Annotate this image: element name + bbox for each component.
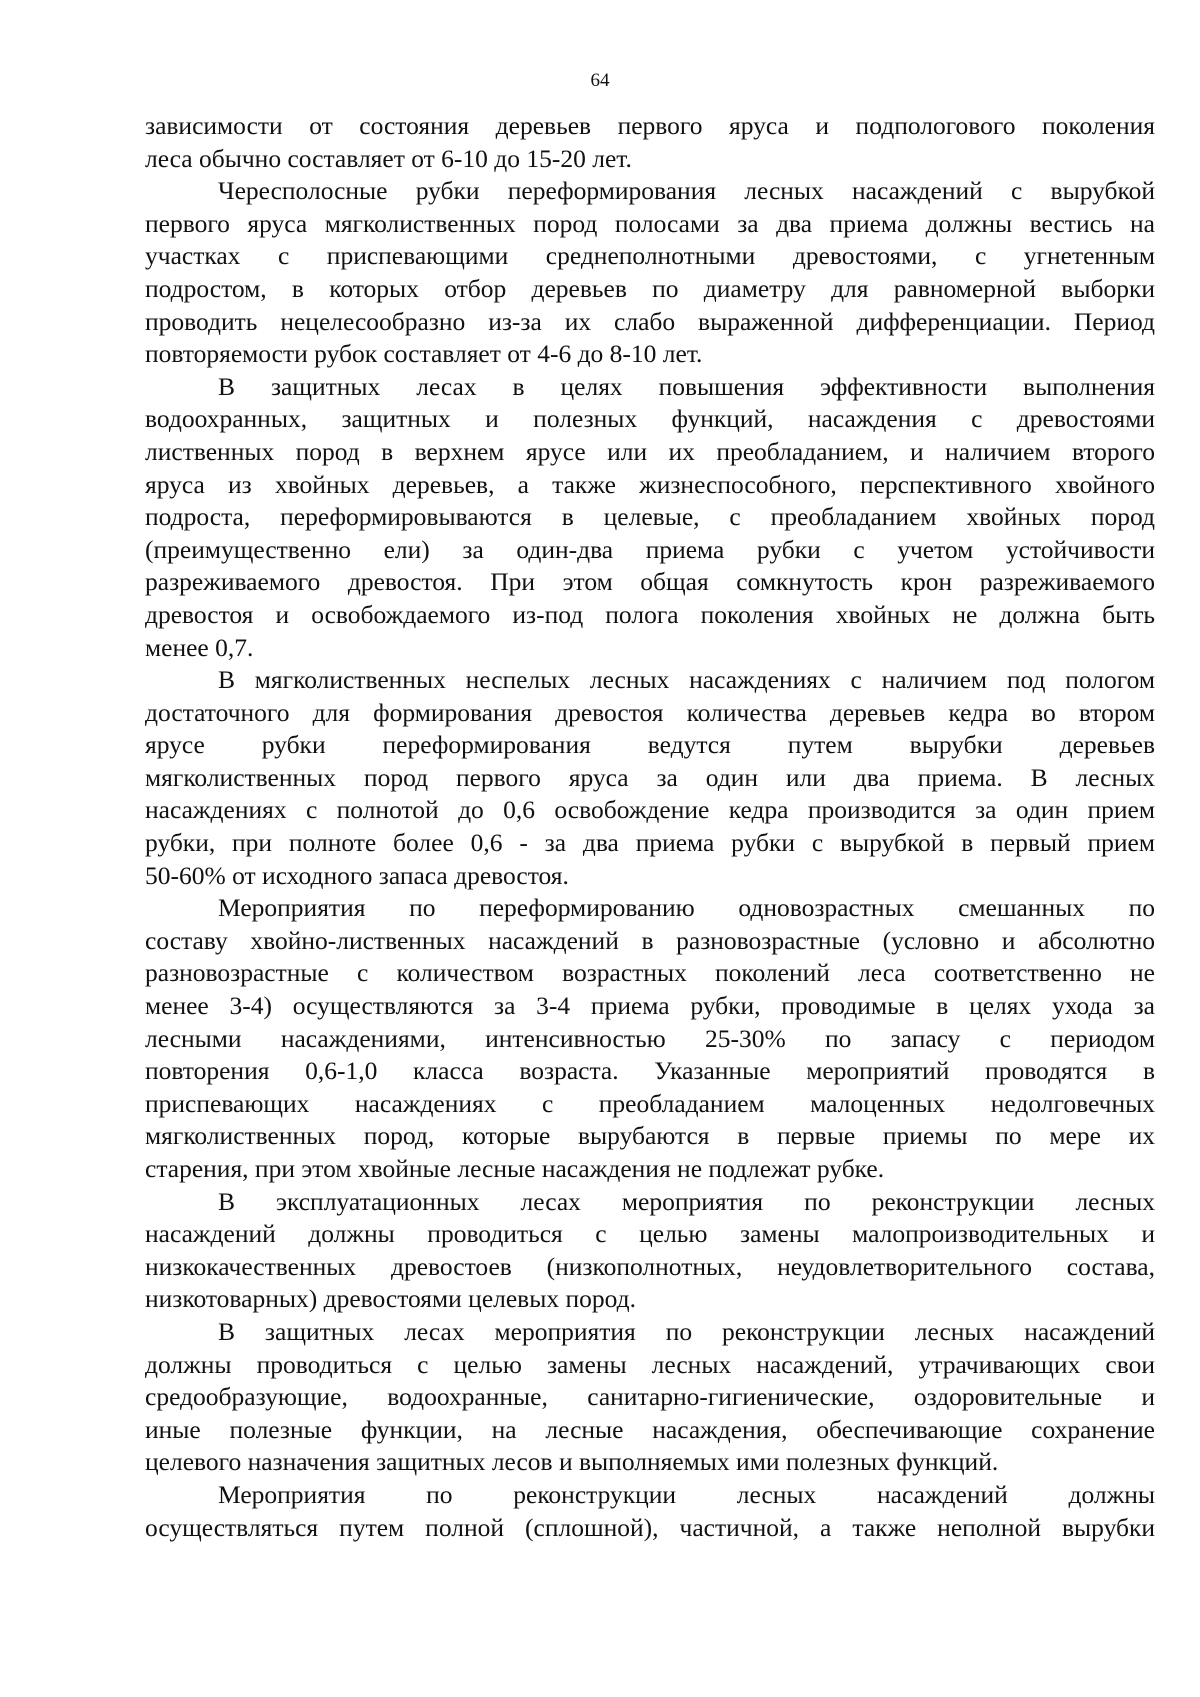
paragraph — [145, 1316, 1155, 1479]
text-line: В мягколиственных неспелых лесных насаждениях с наличием под пологом — [218, 665, 1155, 695]
text-line: В защитных лесах в целях повышения эффективности выполнения — [218, 371, 1155, 401]
text-line: насаждений должны проводиться с целью замены малопроизводительных и — [145, 1219, 1155, 1249]
text-line: подростом, в которых отбор деревьев по диаметру для равномерной выборки — [145, 273, 1155, 303]
document-body — [145, 110, 1155, 1544]
text-line: должны проводиться с целью замены лесных насаждений, утрачивающих свои — [145, 1349, 1155, 1379]
text-line: насаждениях с полнотой до 0,6 освобождение кедра производится за один прием — [145, 795, 1155, 825]
text-line: старения, при этом хвойные лесные насаждения не подлежат рубке. — [145, 1154, 885, 1183]
text-line: подроста, переформировываются в целевые, с преобладанием хвойных пород — [145, 502, 1155, 532]
text-line: лиственных пород в верхнем ярусе или их преобладанием, и наличием второго — [145, 436, 1155, 466]
text-line: приспевающих насаждениях с преобладанием малоценных недолговечных — [145, 1088, 1155, 1118]
text-line: разновозрастные с количеством возрастных поколений леса соответственно не — [145, 958, 1155, 988]
text-line: В защитных лесах мероприятия по реконструкции лесных насаждений — [218, 1316, 1155, 1346]
text-line: яруса из хвойных деревьев, а также жизнеспособного, перспективного хвойного — [145, 469, 1155, 499]
text-line: иные полезные функции, на лесные насаждения, обеспечивающие сохранение — [145, 1414, 1155, 1444]
text-line: Чересполосные рубки переформирования лесных насаждений с вырубкой — [218, 176, 1155, 206]
text-line: достаточного для формирования древостоя количества деревьев кедра во втором — [145, 697, 1155, 727]
text-line: целевого назначения защитных лесов и выполняемых ими полезных функций. — [145, 1447, 999, 1477]
text-line: рубки, при полноте более 0,6 - за два приема рубки с вырубкой в первый прием — [145, 828, 1155, 858]
paragraph — [145, 664, 1155, 892]
text-line: древостоя и освобождаемого из-под полога поколения хвойных не должна быть — [145, 599, 1155, 629]
paragraph — [145, 110, 1155, 175]
text-line: повторяемости рубок составляет от 4-6 до 8-10 лет. — [145, 339, 703, 369]
text-line: участках с приспевающими среднеполнотными древостоями, с угнетенным — [145, 241, 1155, 271]
text-line: ярусе рубки переформирования ведутся путем вырубки деревьев — [145, 730, 1155, 760]
page-number: 64 — [590, 70, 610, 91]
paragraph — [145, 175, 1155, 371]
text-line: леса обычно составляет от 6-10 до 15-20 лет. — [145, 143, 632, 173]
text-line: осуществляться путем полной (сплошной), частичной, а также неполной вырубки — [145, 1512, 1155, 1542]
text-line: менее 0,7. — [145, 632, 254, 662]
text-line: Мероприятия по реконструкции лесных насаждений должны — [218, 1479, 1155, 1509]
text-line: В эксплуатационных лесах мероприятия по реконструкции лесных — [218, 1186, 1155, 1216]
text-line: проводить нецелесообразно из-за их слабо выраженной дифференциации. Период — [145, 306, 1155, 336]
text-line: (преимущественно ели) за один-два приема рубки с учетом устойчивости — [145, 534, 1155, 564]
paragraph — [145, 892, 1155, 1185]
text-line: лесными насаждениями, интенсивностью 25-30% по запасу с периодом — [145, 1023, 1155, 1053]
text-line: средообразующие, водоохранные, санитарно-гигиенические, оздоровительные и — [145, 1382, 1155, 1412]
text-line: менее 3-4) осуществляются за 3-4 приема рубки, проводимые в целях ухода за — [145, 991, 1155, 1021]
text-line: составу хвойно-лиственных насаждений в разновозрастные (условно и абсолютно — [145, 925, 1155, 955]
text-line: первого яруса мягколиственных пород полосами за два приема должны вестись на — [145, 208, 1155, 238]
text-line: низкокачественных древостоев (низкополнотных, неудовлетворительного состава, — [145, 1251, 1155, 1281]
text-line: мягколиственных пород первого яруса за один или два приема. В лесных — [145, 762, 1155, 792]
text-line: Мероприятия по переформированию одновозрастных смешанных по — [218, 893, 1155, 923]
paragraph — [145, 1479, 1155, 1544]
text-line: разреживаемого древостоя. При этом общая сомкнутость крон разреживаемого — [145, 567, 1155, 597]
text-line: зависимости от состояния деревьев первого яруса и подпологового поколения — [145, 111, 1155, 140]
text-line: повторения 0,6-1,0 класса возраста. Указанные мероприятий проводятся в — [145, 1056, 1155, 1086]
text-line: мягколиственных пород, которые вырубаются в первые приемы по мере их — [145, 1121, 1155, 1151]
paragraph — [145, 371, 1155, 664]
text-line: 50-60% от исходного запаса древостоя. — [145, 860, 569, 890]
text-line: низкотоварных) древостоями целевых пород. — [145, 1284, 636, 1314]
paragraph — [145, 1186, 1155, 1316]
text-line: водоохранных, защитных и полезных функций, насаждения с древостоями — [145, 404, 1155, 434]
